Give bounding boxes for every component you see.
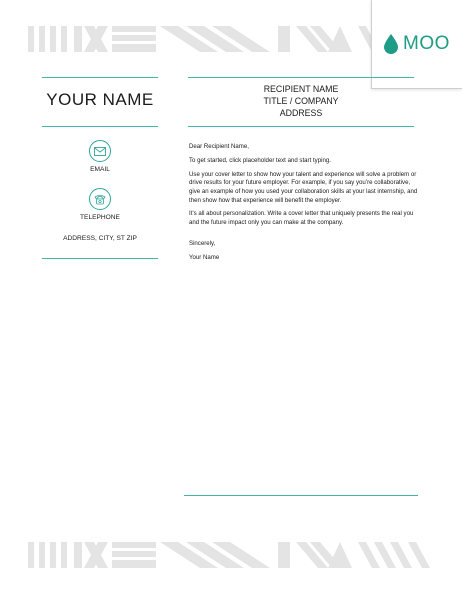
divider-left-bottom [42,258,158,259]
recipient-address[interactable]: ADDRESS [279,108,323,118]
letter-paragraph-3[interactable]: It’s all about personalization. Write a cover letter that uniquely presents the real you and the future impact only you can make at the company. [189,210,414,227]
telephone-icon-circle [89,188,111,210]
letter-paragraph-1[interactable]: To get started, click placeholder text and start typing. [189,156,331,164]
letter-paragraph-2[interactable]: Use your cover letter to show how your talent and experience will solve a problem or drive results for your future employer. For example, if you say you’re collaborative, give an example of how you used your collaboration skills at your last internship, and then show how that experience will benefit the employer. [189,170,418,204]
envelope-icon [94,147,106,156]
moo-logo [371,0,462,89]
sender-email[interactable]: EMAIL [90,166,110,173]
recipient-name[interactable]: RECIPIENT NAME [263,84,339,94]
recipient-title[interactable]: TITLE / COMPANY [263,96,339,106]
telephone-icon [94,194,106,205]
divider-right-bottom [184,495,418,496]
signature-name[interactable]: Your Name [189,254,220,262]
closing[interactable]: Sincerely, [189,239,216,247]
divider-right-top [188,77,414,78]
divider-right-mid [188,126,414,127]
recipient-block [188,83,414,119]
salutation[interactable]: Dear Recipient Name, [189,143,249,150]
divider-left-top [42,77,158,78]
sender-telephone[interactable]: TELEPHONE [80,214,120,221]
sender-name[interactable]: YOUR NAME [46,90,154,109]
divider-left-mid [42,126,158,127]
decorative-pattern-bottom [28,542,434,568]
email-icon-circle [89,140,111,162]
logo-text: MOO [403,33,450,54]
sender-address[interactable]: ADDRESS, CITY, ST ZIP [63,235,137,242]
letter-body [189,143,419,268]
droplet-icon [384,34,398,54]
